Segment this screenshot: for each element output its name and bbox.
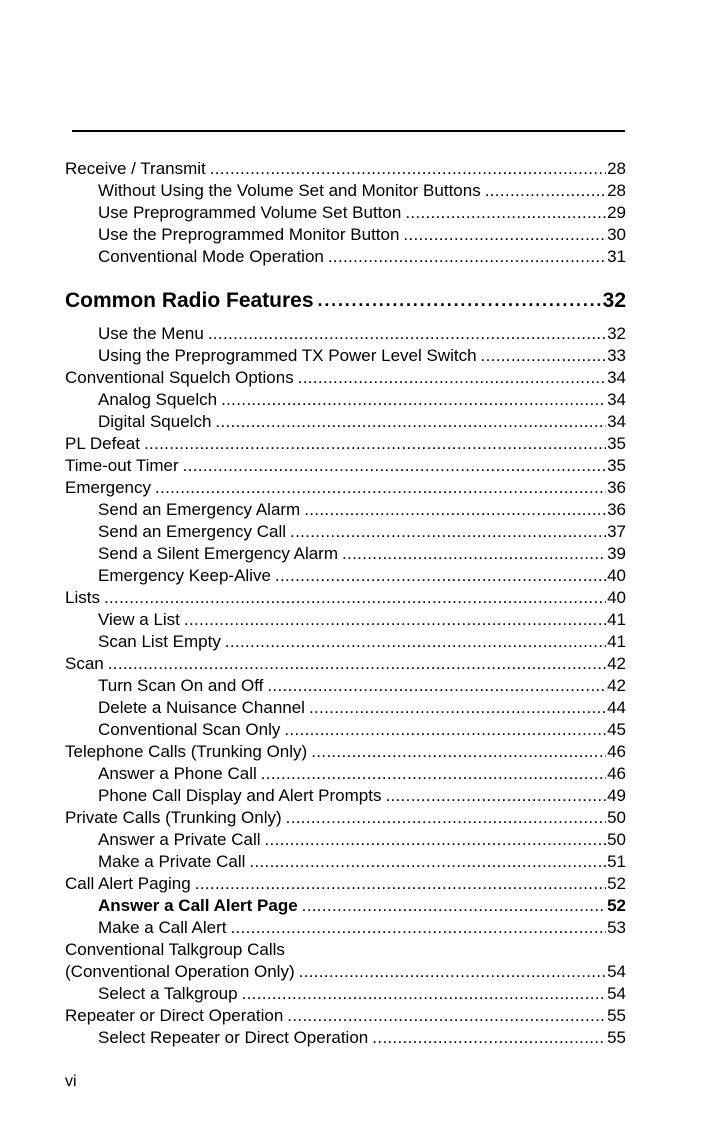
toc-entry-title: Send a Silent Emergency Alarm	[98, 544, 339, 563]
toc-entry[interactable]	[65, 411, 626, 433]
toc-entry-title: Phone Call Display and Alert Prompts	[98, 786, 382, 805]
toc-entry-page: 55	[607, 1028, 626, 1047]
toc-entry[interactable]	[65, 158, 626, 180]
toc-entry[interactable]	[65, 653, 626, 675]
toc-entry-page: 46	[607, 742, 626, 761]
toc-entry-page: 40	[607, 566, 626, 585]
dot-leader	[265, 829, 607, 851]
toc-entry-page: 28	[607, 181, 626, 200]
toc-entry-page: 36	[607, 500, 626, 519]
toc-entry-title: (Conventional Operation Only)	[65, 962, 295, 981]
toc-entry-title: Private Calls (Trunking Only)	[65, 808, 282, 827]
toc-entry-title: Answer a Private Call	[98, 830, 261, 849]
toc-entry[interactable]	[65, 543, 626, 565]
toc-entry-page: 36	[607, 478, 626, 497]
toc-entry[interactable]	[65, 477, 626, 499]
toc-entry-page: 33	[607, 346, 626, 365]
toc-entry-page: 44	[607, 698, 626, 717]
toc-entry-title: Conventional Mode Operation	[98, 247, 324, 266]
toc-entry-page: 34	[607, 368, 626, 387]
toc-entry-title: Time-out Timer	[65, 456, 179, 475]
toc-entry-page: 29	[607, 203, 626, 222]
dot-leader	[155, 477, 606, 499]
toc-entry[interactable]	[65, 939, 626, 961]
toc-entry[interactable]	[65, 983, 626, 1005]
toc-entry[interactable]	[65, 202, 626, 224]
dot-leader	[144, 433, 606, 455]
toc-entry[interactable]	[65, 807, 626, 829]
toc-entry-title: Make a Call Alert	[98, 918, 227, 937]
toc-entry-page: 31	[607, 247, 626, 266]
toc-entry[interactable]	[65, 873, 626, 895]
toc-entry[interactable]	[65, 224, 626, 246]
dot-leader	[342, 543, 606, 565]
toc-entry[interactable]	[65, 829, 626, 851]
toc-entry-page: 54	[607, 962, 626, 981]
toc-entry-page: 41	[607, 632, 626, 651]
dot-leader	[195, 873, 606, 895]
toc-entry-page: 28	[607, 159, 626, 178]
dot-leader	[249, 851, 606, 873]
toc-entry-title: Send an Emergency Alarm	[98, 500, 301, 519]
toc-entry[interactable]	[65, 521, 626, 543]
toc-entry-title: Make a Private Call	[98, 852, 246, 871]
dot-leader	[284, 719, 606, 741]
toc-entry-page: 53	[607, 918, 626, 937]
toc-entry-title: Scan List Empty	[98, 632, 221, 651]
toc-entry[interactable]	[65, 609, 626, 631]
toc-entry-title: Repeater or Direct Operation	[65, 1006, 284, 1025]
toc-entry-page: 50	[607, 830, 626, 849]
toc-entry[interactable]	[65, 697, 626, 719]
toc-entry-title: Use Preprogrammed Volume Set Button	[98, 203, 402, 222]
toc-entry-page: 32	[607, 324, 626, 343]
toc-entry-page: 55	[607, 1006, 626, 1025]
toc-entry[interactable]	[65, 180, 626, 202]
toc-entry-title: Emergency	[65, 478, 151, 497]
toc-entry-page: 42	[607, 654, 626, 673]
dot-leader	[298, 367, 606, 389]
dot-leader	[385, 785, 606, 807]
toc-entry[interactable]	[65, 246, 626, 268]
dot-leader	[225, 631, 606, 653]
page-number: vi	[65, 1073, 77, 1090]
toc-entry-title: Delete a Nuisance Channel	[98, 698, 305, 717]
dot-leader	[311, 741, 606, 763]
dot-leader	[210, 158, 606, 180]
toc-entry-page: 35	[607, 456, 626, 475]
toc-entry[interactable]	[65, 851, 626, 873]
dot-leader	[108, 653, 606, 675]
dot-leader	[221, 389, 606, 411]
toc-entry-page: 40	[607, 588, 626, 607]
dot-leader	[328, 246, 606, 268]
toc-entry-title: Conventional Talkgroup Calls	[65, 940, 285, 959]
toc-entry-page: 52	[607, 874, 626, 893]
dot-leader	[405, 202, 606, 224]
toc-entry[interactable]	[65, 785, 626, 807]
dot-leader	[299, 961, 606, 983]
toc-entry[interactable]	[65, 565, 626, 587]
toc-entry[interactable]	[65, 631, 626, 653]
toc-entry[interactable]	[65, 367, 626, 389]
dot-leader	[261, 763, 606, 785]
toc-entry-page: 42	[607, 676, 626, 695]
toc-entry-page: 32	[602, 289, 626, 312]
toc-entry-page: 41	[607, 610, 626, 629]
toc-entry[interactable]	[65, 499, 626, 521]
dot-leader	[290, 521, 606, 543]
toc-entry-title: Receive / Transmit	[65, 159, 206, 178]
toc-entry-page: 30	[607, 225, 626, 244]
toc-entry[interactable]	[65, 895, 626, 917]
toc-entry-title: Digital Squelch	[98, 412, 212, 431]
toc-entry-title: Without Using the Volume Set and Monitor Buttons	[98, 181, 481, 200]
toc-entry-title: Answer a Phone Call	[98, 764, 257, 783]
dot-leader	[242, 983, 607, 1005]
toc-entry-title: Scan	[65, 654, 104, 673]
toc-entry-title: Use the Menu	[98, 324, 204, 343]
toc-entry[interactable]	[65, 389, 626, 411]
dot-leader	[286, 807, 606, 829]
toc-entry[interactable]	[65, 741, 626, 763]
toc-entry-title: Use the Preprogrammed Monitor Button	[98, 225, 400, 244]
toc-entry-title: Emergency Keep-Alive	[98, 566, 271, 585]
dot-leader	[275, 565, 606, 587]
dot-leader	[372, 1027, 606, 1049]
dot-leader	[481, 345, 607, 367]
dot-leader	[403, 224, 606, 246]
toc-entry-title: Conventional Scan Only	[98, 720, 281, 739]
toc-entry-page: 49	[607, 786, 626, 805]
toc-entry-title: Send an Emergency Call	[98, 522, 287, 541]
dot-leader	[267, 675, 606, 697]
dot-leader	[231, 917, 607, 939]
dot-leader	[302, 895, 606, 917]
toc-entry-title: Call Alert Paging	[65, 874, 191, 893]
dot-leader	[287, 1005, 606, 1027]
toc-entry[interactable]	[65, 1005, 626, 1027]
toc-entry-title: Select a Talkgroup	[98, 984, 238, 1003]
toc-entry[interactable]	[65, 719, 626, 741]
toc-entry[interactable]	[65, 587, 626, 609]
toc-entry[interactable]	[65, 961, 626, 983]
toc-entry-title: Turn Scan On and Off	[98, 676, 264, 695]
toc-entry[interactable]	[65, 323, 626, 345]
toc-entry-title: View a List	[98, 610, 180, 629]
toc-entry-page: 45	[607, 720, 626, 739]
toc-entry[interactable]	[65, 1027, 626, 1049]
toc-entry-page: 52	[607, 896, 626, 915]
toc-entry-page: 50	[607, 808, 626, 827]
toc-entry-page: 39	[607, 544, 626, 563]
toc-entry-title: Lists	[65, 588, 100, 607]
dot-leader	[318, 289, 602, 312]
toc-entry[interactable]	[65, 763, 626, 785]
toc-entry[interactable]	[65, 345, 626, 367]
dot-leader	[304, 499, 606, 521]
dot-leader	[104, 587, 606, 609]
dot-leader	[183, 455, 606, 477]
header-rule	[72, 130, 625, 132]
dot-leader	[485, 180, 606, 202]
dot-leader	[208, 323, 606, 345]
table-of-contents	[65, 158, 626, 1049]
dot-leader	[184, 609, 606, 631]
toc-entry-title: Analog Squelch	[98, 390, 218, 409]
toc-entry-page: 37	[607, 522, 626, 541]
toc-entry-title: Conventional Squelch Options	[65, 368, 294, 387]
toc-entry-title: Answer a Call Alert Page	[98, 896, 298, 915]
toc-section-heading[interactable]	[65, 268, 626, 323]
dot-leader	[309, 697, 606, 719]
toc-entry-title: PL Defeat	[65, 434, 140, 453]
dot-leader	[215, 411, 606, 433]
toc-entry[interactable]	[65, 433, 626, 455]
toc-entry[interactable]	[65, 675, 626, 697]
toc-entry-page: 54	[607, 984, 626, 1003]
toc-entry-title: Common Radio Features	[65, 289, 314, 312]
toc-entry-page: 51	[607, 852, 626, 871]
toc-entry-title: Select Repeater or Direct Operation	[98, 1028, 369, 1047]
toc-entry-title: Using the Preprogrammed TX Power Level Switch	[98, 346, 477, 365]
toc-entry[interactable]	[65, 455, 626, 477]
toc-entry-title: Telephone Calls (Trunking Only)	[65, 742, 308, 761]
toc-entry-page: 35	[607, 434, 626, 453]
toc-entry-page: 34	[607, 390, 626, 409]
toc-entry[interactable]	[65, 917, 626, 939]
toc-entry-page: 46	[607, 764, 626, 783]
toc-entry-page: 34	[607, 412, 626, 431]
